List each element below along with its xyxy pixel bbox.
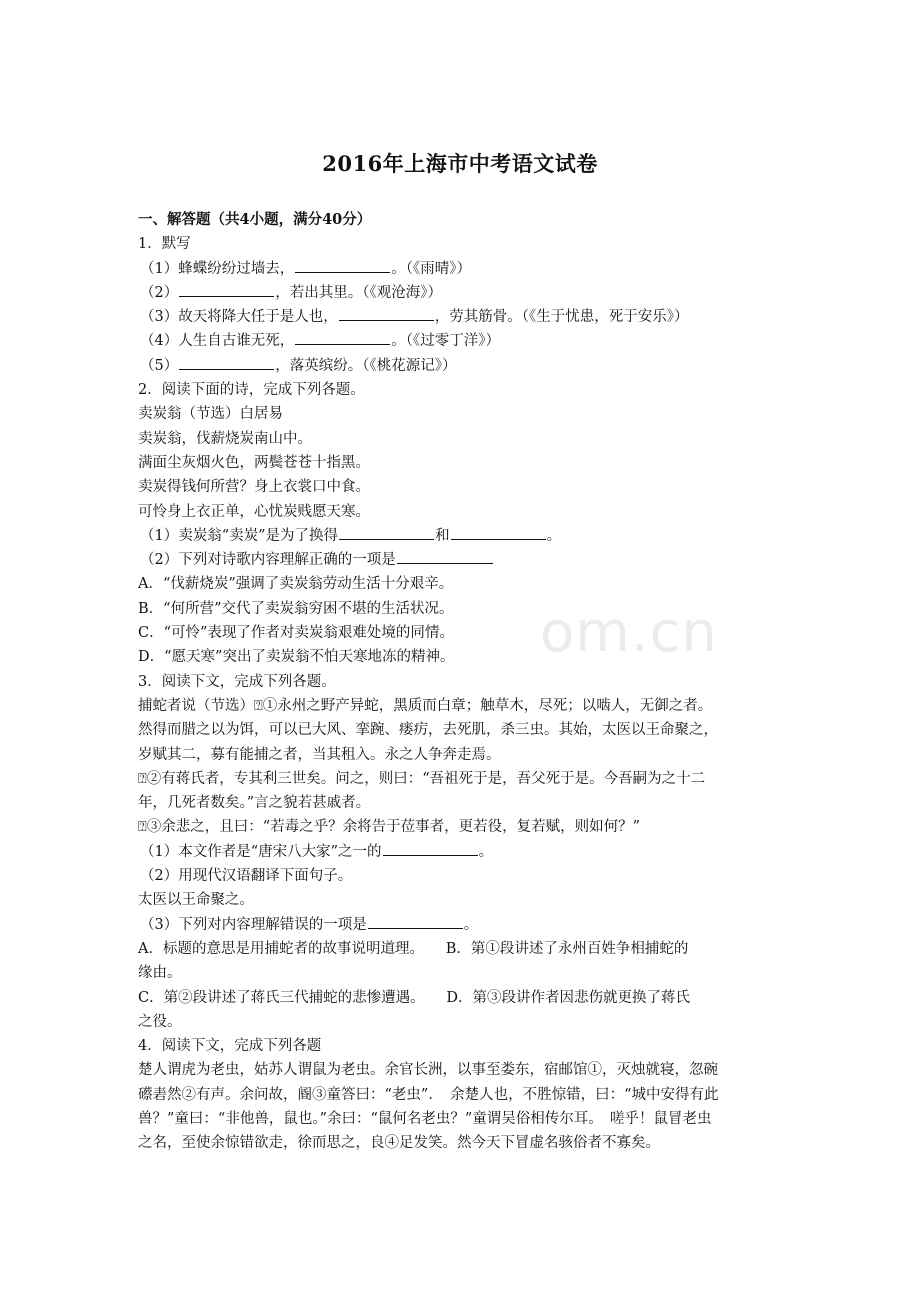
question-3-item-3 xyxy=(138,913,788,937)
answer-blank[interactable] xyxy=(368,913,463,929)
question-4-heading: 4．阅读下文，完成下列各题 xyxy=(138,1038,322,1055)
item-text: 。 xyxy=(463,916,479,933)
passage-line: 兽？”童曰：“非他兽，鼠也。”余曰：“鼠何名老虫？”童谓吴俗相传尔耳。 嗟乎！鼠冒老虫 xyxy=(138,1110,712,1127)
item-text: （3）下列对内容理解错误的一项是 xyxy=(140,916,367,933)
passage-line: 礤砉然②有声。余问故，阍③童答曰：“老虫”． 余楚人也，不胜惊错，曰：“城中安得有此 xyxy=(138,1086,719,1103)
question-1-item-5 xyxy=(138,354,788,378)
question-2-item-2 xyxy=(138,548,788,572)
item-text: （3）故天将降大任于是人也， xyxy=(140,309,338,326)
passage-line: 之名，至使余惊错欲走，徐而思之，良④足发笑。然今天下冒虚名骇俗者不寡矣。 xyxy=(138,1135,660,1152)
question-1-item-1 xyxy=(138,257,788,281)
passage-line: 捕蛇者说（节选）⍰①永州之野产异蛇，黑质而白章；触草木，尽死；以啮人，无御之者。 xyxy=(138,697,713,714)
answer-blank[interactable] xyxy=(295,329,390,345)
item-text: （1）卖炭翁“卖炭”是为了换得 xyxy=(140,527,339,544)
item-text: （4）人生自古谁无死， xyxy=(140,333,295,350)
passage-line: 岁赋其二，募有能捕之者，当其租入。永之人争奔走焉。 xyxy=(138,746,501,763)
answer-blank[interactable] xyxy=(339,305,434,321)
question-1-heading: 1．默写 xyxy=(138,236,191,253)
question-3-item-2: （2）用现代汉语翻译下面句子。 xyxy=(140,868,353,885)
question-2-heading: 2．阅读下面的诗，完成下列各题。 xyxy=(138,382,365,399)
passage-line: 楚人谓虎为老虫，姑苏人谓鼠为老虫。余官长洲，以事至娄东，宿邮馆①，灭烛就寝，忽碗 xyxy=(138,1062,718,1079)
exam-content xyxy=(138,208,788,1156)
passage-line: ⍰③余悲之，且曰：“若毒之乎？余将告于莅事者，更若役，复若赋，则如何？” xyxy=(138,819,641,836)
answer-blank[interactable] xyxy=(295,257,390,273)
passage-line: 年，几死者数矣。”言之貌若甚戚者。 xyxy=(138,795,371,812)
item-text: 。（《过零丁洋》） xyxy=(391,333,500,350)
choice-a: A．“伐薪烧炭”强调了卖炭翁劳动生活十分艰辛。 xyxy=(138,576,454,593)
question-3-item-1 xyxy=(138,840,788,864)
item-text: ，落英缤纷。（《桃花源记》） xyxy=(275,357,457,374)
page-title: 2016年上海市中考语文试卷 xyxy=(322,151,598,176)
choice-d: D．“愿天寒”突出了卖炭翁不怕天寒地冻的精神。 xyxy=(138,649,455,666)
poem-line: 可怜身上衣正单，心忧炭贱愿天寒。 xyxy=(138,503,370,520)
item-text: （1）本文作者是“唐宋八大家”之一的 xyxy=(140,843,382,860)
item-text: （2）下列对诗歌内容理解正确的一项是 xyxy=(140,552,396,569)
poem-line: 卖炭得钱何所营？身上衣裳口中食。 xyxy=(138,479,370,496)
passage-line: ⍰②有蒋氏者，专其利三世矣。问之，则曰：“吾祖死于是，吾父死于是。今吾嗣为之十二 xyxy=(138,770,706,787)
answer-blank[interactable] xyxy=(451,524,546,540)
item-text: （2） xyxy=(140,284,179,301)
item-text: （1）蜂蝶纷纷过墙去， xyxy=(140,260,295,277)
question-3-heading: 3．阅读下文，完成下列各题。 xyxy=(138,673,336,690)
choice-ab-continued: 缘由。 xyxy=(138,965,182,982)
question-2-item-1 xyxy=(138,524,788,548)
answer-blank[interactable] xyxy=(179,354,274,370)
answer-blank[interactable] xyxy=(383,840,478,856)
poem-title: 卖炭翁（节选）白居易 xyxy=(138,406,283,423)
item-text: 。（《雨晴》） xyxy=(391,260,471,277)
section-heading: 一、解答题（共4小题，满分40分） xyxy=(138,211,372,228)
choice-cd-continued: 之役。 xyxy=(138,1013,182,1030)
item-text: （5） xyxy=(140,357,179,374)
poem-line: 卖炭翁，伐薪烧炭南山中。 xyxy=(138,430,312,447)
question-1-item-4 xyxy=(138,329,788,353)
choice-ab: A．标题的意思是用捕蛇者的故事说明道理。 B．第①段讲述了永州百姓争相捕蛇的 xyxy=(138,940,689,957)
answer-blank[interactable] xyxy=(179,281,274,297)
item-text: 。 xyxy=(546,527,562,544)
watermark: om.cn xyxy=(540,600,718,665)
item-text: 。 xyxy=(478,843,494,860)
poem-line: 满面尘灰烟火色，两鬓苍苍十指黑。 xyxy=(138,454,370,471)
choice-b: B．“何所营”交代了卖炭翁穷困不堪的生活状况。 xyxy=(138,600,454,617)
answer-blank[interactable] xyxy=(339,524,434,540)
passage-line: 然得而腊之以为饵，可以已大风、挛踠、瘘疠，去死肌，杀三虫。其始，太医以王命聚之， xyxy=(138,722,718,739)
choice-cd: C．第②段讲述了蒋氏三代捕蛇的悲惨遭遇。 D．第③段讲作者因悲伤就更换了蒋氏 xyxy=(138,989,690,1006)
item-text: ，劳其筋骨。（《生于忧患，死于安乐》） xyxy=(434,309,689,326)
question-1-item-3 xyxy=(138,305,788,329)
answer-blank[interactable] xyxy=(397,548,493,564)
question-1-item-2 xyxy=(138,281,788,305)
item-text: ，若出其里。（《观沧海》） xyxy=(275,284,442,301)
translate-sentence: 太医以王命聚之。 xyxy=(138,892,254,909)
item-text: 和 xyxy=(435,527,450,544)
choice-c: C．“可怜”表现了作者对卖炭翁艰难处境的同情。 xyxy=(138,625,454,642)
